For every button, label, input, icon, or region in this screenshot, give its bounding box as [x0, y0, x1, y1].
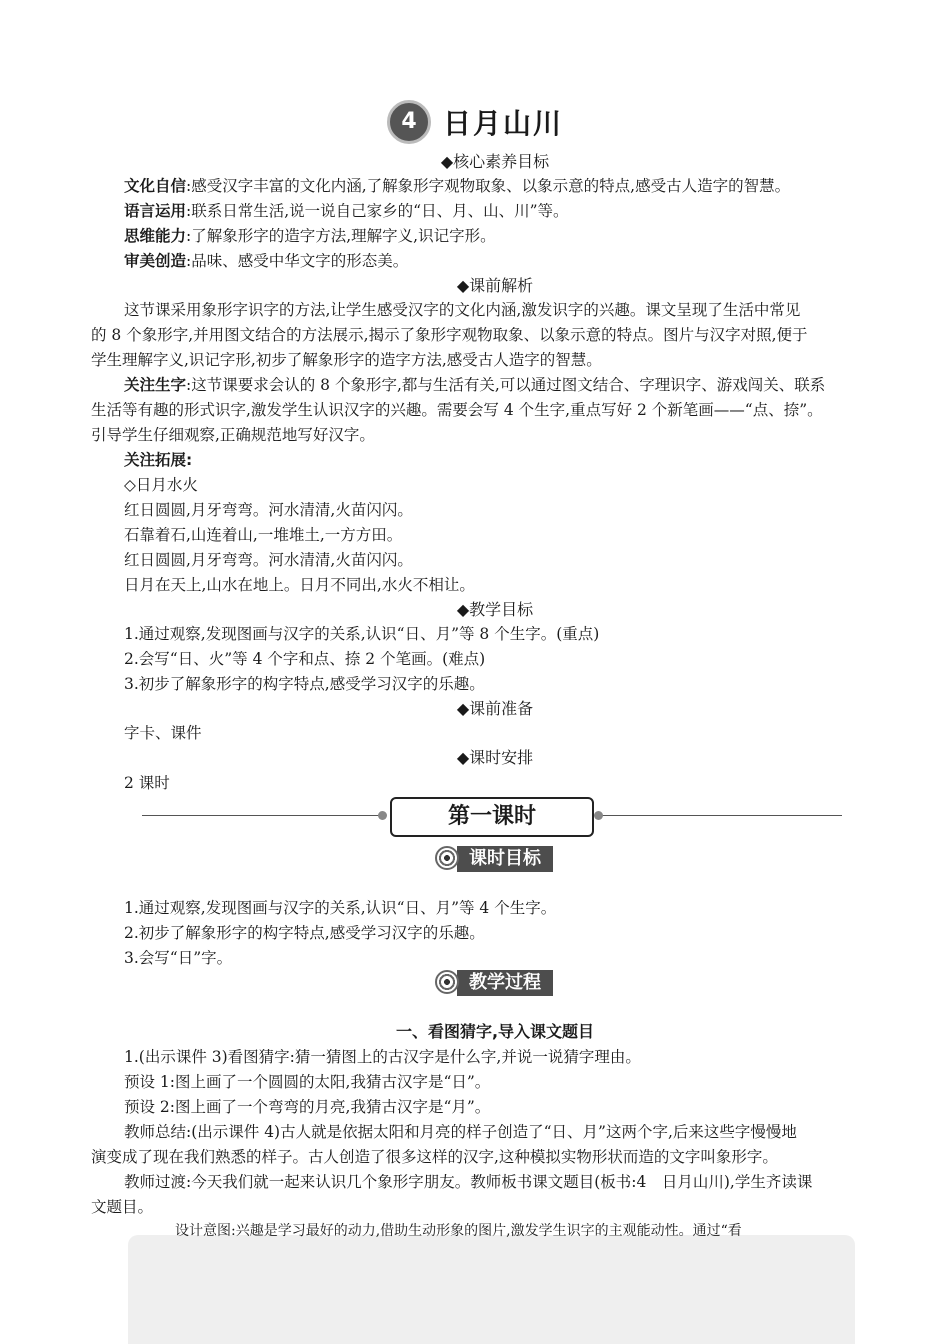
extension-label: 关注拓展:: [124, 451, 193, 469]
analysis-line: 的 8 个象形字,并用图文结合的方法展示,揭示了象形字观物取象、以象示意的特点。图片与汉字对照,便于: [91, 326, 808, 344]
core-goal-4: 审美创造:品味、感受中华文字的形态美。: [124, 252, 409, 270]
extension-line: 红日圆圆,月牙弯弯。河水清清,火苗闪闪。: [124, 551, 413, 569]
design-note: 设计意图:兴趣是学习最好的动力,借助生动形象的图片,激发学生识字的主观能动性。通过“看: [175, 1223, 742, 1239]
divider-dot-left: [378, 811, 387, 820]
summary-line: 演变成了现在我们熟悉的样子。古人创造了很多这样的汉字,这种模拟实物形状而造的文字叫象形字。: [91, 1148, 778, 1166]
transition-line: 文题目。: [91, 1198, 154, 1216]
lesson-goal-2: 2.初步了解象形字的构字特点,感受学习汉字的乐趣。: [124, 924, 485, 942]
extension-line: 红日圆圆,月牙弯弯。河水清清,火苗闪闪。: [124, 501, 413, 519]
teaching-process-badge: 教学过程: [435, 970, 553, 996]
divider-right: [598, 815, 842, 816]
design-note-box: [128, 1235, 855, 1344]
teaching-goals-heading: ◆教学目标: [456, 600, 534, 619]
core-goal-2: 语言运用:联系日常生活,说一说自己家乡的“日、月、山、川”等。: [124, 202, 569, 220]
lesson-period-title: 第一课时: [390, 797, 594, 837]
focus-chars-line: 生活等有趣的形式识字,激发学生认识汉字的兴趣。需要会写 4 个生字,重点写好 2 个新笔画——“点、捺”。: [91, 401, 823, 419]
analysis-line: 学生理解字义,识记字形,初步了解象形字的造字方法,感受古人造字的智慧。: [91, 351, 602, 369]
preparation-text: 字卡、课件: [124, 724, 202, 742]
lesson-title: [0, 100, 950, 144]
target-icon: [435, 970, 459, 994]
extension-line: 石靠着石,山连着山,一堆堆土,一方方田。: [124, 526, 403, 544]
focus-chars-line: 引导学生仔细观察,正确规范地写好汉字。: [91, 426, 375, 444]
summary-line: 教师总结:(出示课件 4)古人就是依据太阳和月亮的样子创造了“日、月”这两个字,后来这些字慢慢地: [124, 1123, 797, 1141]
lesson-number-badge: 4: [387, 100, 431, 144]
step1-heading: 一、看图猜字,导入课文题目: [395, 1022, 595, 1041]
pre-analysis-heading: ◆课前解析: [456, 276, 534, 295]
lesson-goal-1: 1.通过观察,发现图画与汉字的关系,认识“日、月”等 4 个生字。: [124, 899, 557, 917]
core-goal-1: 文化自信:感受汉字丰富的文化内涵,了解象形字观物取象、以象示意的特点,感受古人造字的智慧。: [124, 177, 791, 195]
schedule-heading: ◆课时安排: [456, 748, 534, 767]
core-goals-heading: ◆核心素养目标: [440, 152, 550, 171]
step1-line: 1.(出示课件 3)看图猜字:猜一猜图上的古汉字是什么字,并说一说猜字理由。: [124, 1048, 641, 1066]
teaching-goal-3: 3.初步了解象形字的构字特点,感受学习汉字的乐趣。: [124, 675, 485, 693]
lesson-goals-badge: 课时目标: [435, 846, 553, 872]
teaching-goal-1: 1.通过观察,发现图画与汉字的关系,认识“日、月”等 8 个生字。(重点): [124, 625, 600, 643]
schedule-text: 2 课时: [124, 774, 170, 792]
divider-left: [142, 815, 382, 816]
preparation-heading: ◆课前准备: [456, 699, 534, 718]
step1-line: 预设 2:图上画了一个弯弯的月亮,我猜古汉字是“月”。: [124, 1098, 491, 1116]
transition-line: 教师过渡:今天我们就一起来认识几个象形字朋友。教师板书课文题目(板书:4 日月山川),学生齐读课: [124, 1173, 813, 1191]
step1-line: 预设 1:图上画了一个圆圆的太阳,我猜古汉字是“日”。: [124, 1073, 491, 1091]
divider-dot-right: [594, 811, 603, 820]
teaching-goal-2: 2.会写“日、火”等 4 个字和点、捺 2 个笔画。(难点): [124, 650, 486, 668]
lesson-title-text: 日月山川: [442, 107, 563, 140]
extension-line: 日月在天上,山水在地上。日月不同出,水火不相让。: [124, 576, 475, 594]
lesson-goal-3: 3.会写“日”字。: [124, 949, 233, 967]
core-goal-3: 思维能力:了解象形字的造字方法,理解字义,识记字形。: [124, 227, 496, 245]
analysis-line: 这节课采用象形字识字的方法,让学生感受汉字的文化内涵,激发识字的兴趣。课文呈现了生活中常见: [124, 301, 801, 319]
target-icon: [435, 846, 459, 870]
focus-chars-line: 关注生字:这节课要求会认的 8 个象形字,都与生活有关,可以通过图文结合、字理识字、游戏闯关、联系: [124, 376, 826, 394]
extension-line: ◇日月水火: [124, 476, 198, 494]
